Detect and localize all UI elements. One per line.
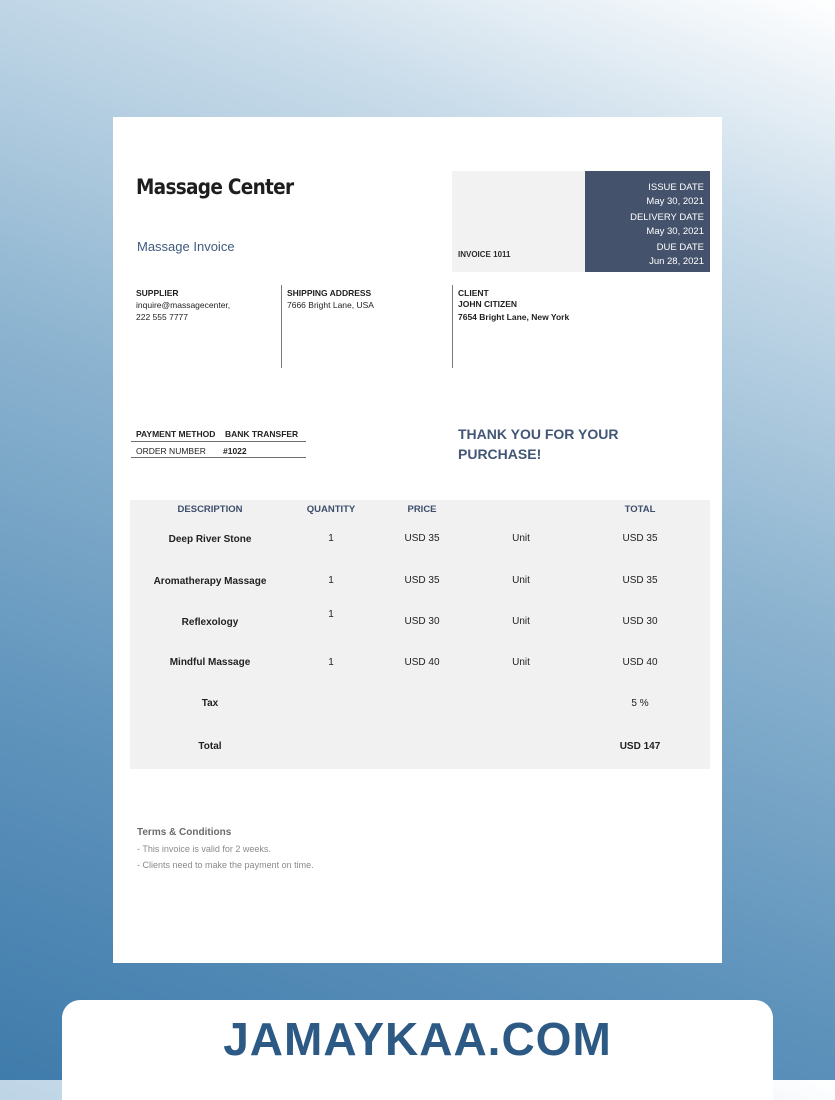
divider-supplier-shipping <box>281 285 282 368</box>
company-name: Massage Center <box>136 175 294 199</box>
row-1-price: USD 35 <box>404 533 440 544</box>
row-2-unit: Unit <box>512 575 530 586</box>
row-4-quantity: 1 <box>328 657 334 668</box>
tax-value: 5 % <box>631 698 649 709</box>
due-date-value: Jun 28, 2021 <box>649 256 704 267</box>
row-3-price: USD 30 <box>404 616 440 627</box>
row-1-quantity: 1 <box>328 533 334 544</box>
row-4-price: USD 40 <box>404 657 440 668</box>
header-price: PRICE <box>407 504 437 515</box>
order-number-label: ORDER NUMBER <box>136 446 206 456</box>
total-label: Total <box>198 741 222 752</box>
row-1-unit: Unit <box>512 533 530 544</box>
shipping-label: SHIPPING ADDRESS <box>287 288 372 298</box>
header-description: DESCRIPTION <box>177 504 243 515</box>
payment-underline <box>131 441 306 442</box>
row-4-unit: Unit <box>512 657 530 668</box>
tax-label: Tax <box>201 698 219 709</box>
client-name: JOHN CITIZEN <box>458 299 518 309</box>
row-4-total: USD 40 <box>622 657 658 668</box>
row-2-description: Aromatherapy Massage <box>153 576 267 587</box>
items-table <box>130 500 710 769</box>
row-3-quantity: 1 <box>328 609 334 620</box>
total-value: USD 147 <box>619 741 661 752</box>
footer-banner <box>62 1000 773 1100</box>
row-4-description: Mindful Massage <box>169 657 251 668</box>
shipping-address: 7666 Bright Lane, USA <box>287 300 374 310</box>
invoice-subtitle: Massage Invoice <box>137 239 235 254</box>
payment-method-label: PAYMENT METHOD <box>136 429 216 439</box>
header-total: TOTAL <box>624 504 656 515</box>
issue-date-value: May 30, 2021 <box>646 196 704 207</box>
supplier-phone: 222 555 7777 <box>136 312 188 322</box>
row-3-unit: Unit <box>512 616 530 627</box>
row-1-total: USD 35 <box>622 533 658 544</box>
supplier-email: inquire@massagecenter, <box>136 300 231 310</box>
client-address: 7654 Bright Lane, New York <box>458 312 570 322</box>
divider-shipping-client <box>452 285 453 368</box>
client-label: CLIENT <box>458 288 489 298</box>
row-2-quantity: 1 <box>328 575 334 586</box>
payment-method-value: BANK TRANSFER <box>225 429 299 439</box>
row-2-price: USD 35 <box>404 575 440 586</box>
delivery-date-label: DELIVERY DATE <box>630 212 704 223</box>
row-2-total: USD 35 <box>622 575 658 586</box>
issue-date-label: ISSUE DATE <box>648 182 704 193</box>
invoice-page <box>113 117 722 963</box>
row-3-description: Reflexology <box>181 617 239 628</box>
due-date-label: DUE DATE <box>656 242 704 253</box>
terms-title: Terms & Conditions <box>137 827 232 838</box>
order-number-value: #1022 <box>223 446 247 456</box>
terms-item-2: - Clients need to make the payment on time. <box>137 860 314 870</box>
terms-item-1: - This invoice is valid for 2 weeks. <box>137 844 271 854</box>
header-quantity: QUANTITY <box>306 504 356 515</box>
dates-box <box>585 171 710 272</box>
order-underline <box>131 457 306 458</box>
brand-watermark: JAMAYKAA.COM <box>223 1013 612 1065</box>
delivery-date-value: May 30, 2021 <box>646 226 704 237</box>
row-3-total: USD 30 <box>622 616 658 627</box>
thank-you-message: THANK YOU FOR YOUR PURCHASE! <box>458 426 619 462</box>
row-1-description: Deep River Stone <box>168 534 252 545</box>
invoice-number: INVOICE 1011 <box>458 250 511 259</box>
supplier-label: SUPPLIER <box>136 288 179 298</box>
